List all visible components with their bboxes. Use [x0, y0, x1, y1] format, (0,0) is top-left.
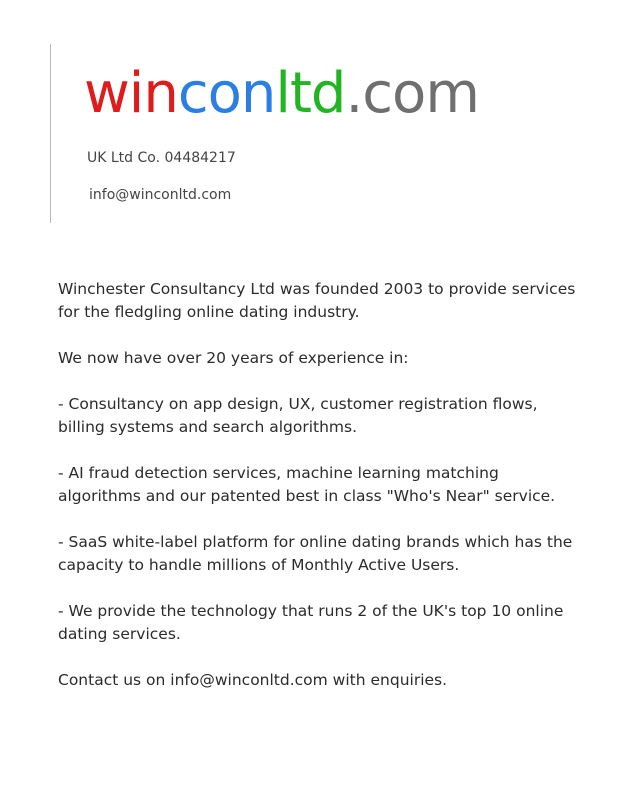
paragraph-saas: - SaaS white-label platform for online dating brands which has the capacity to handle millions of Monthly Active Users.: [58, 533, 573, 574]
about-text: [58, 278, 578, 715]
paragraph-founded: Winchester Consultancy Ltd was founded 2003 to provide services for the fledgling online dating industry.: [58, 280, 576, 321]
site-logo[interactable]: [84, 50, 479, 138]
company-number: UK Ltd Co. 04484217: [87, 150, 236, 166]
logo-part-win: win: [84, 61, 178, 126]
header-divider: [50, 44, 51, 223]
logo-part-ltd: ltd: [275, 61, 346, 126]
header-email: info@winconltd.com: [89, 187, 232, 203]
paragraph-technology: - We provide the technology that runs 2 of the UK's top 10 online dating services.: [58, 602, 564, 643]
logo-part-com: .com: [345, 61, 479, 126]
logo-part-con: con: [177, 61, 276, 126]
paragraph-consultancy: - Consultancy on app design, UX, customer registration flows, billing systems and search algorithms.: [58, 395, 538, 436]
paragraph-contact: Contact us on info@winconltd.com with enquiries.: [58, 671, 448, 689]
paragraph-ai-fraud: - AI fraud detection services, machine learning matching algorithms and our patented best in class "Who's Near" service.: [58, 464, 556, 505]
paragraph-experience: We now have over 20 years of experience in:: [58, 349, 409, 367]
